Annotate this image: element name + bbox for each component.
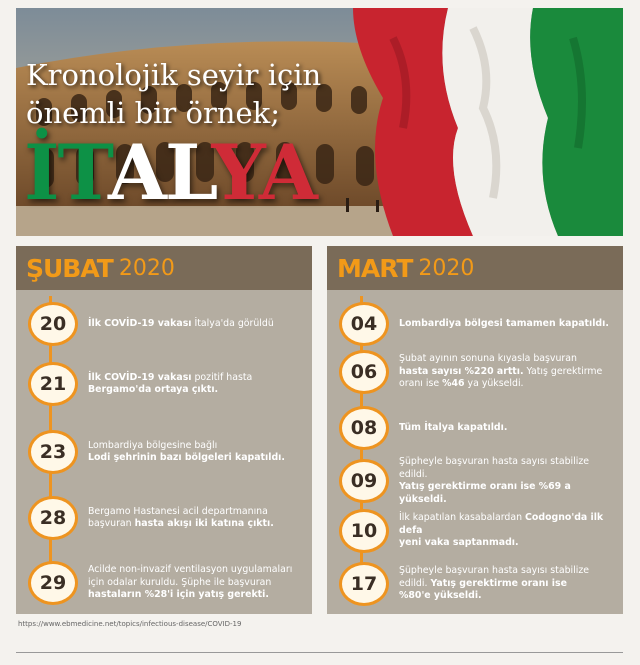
timeline-event (28, 302, 308, 346)
date-circle: 29 (28, 561, 78, 605)
timeline-event (339, 302, 619, 346)
timeline-event (339, 406, 619, 450)
mart-year: 2020 (418, 255, 475, 281)
subat-year: 2020 (118, 255, 175, 281)
date-circle: 08 (339, 406, 389, 450)
event-text: Tüm İtalya kapatıldı. (399, 421, 508, 433)
date-circle: 09 (339, 459, 389, 503)
timeline-event (339, 509, 619, 553)
event-text: İlk kapatılan kasabalardan Codogno'da ilk defa yeni vaka saptanmadı. (399, 512, 604, 549)
hero-subtitle-line-2: önemli bir örnek; (26, 96, 280, 130)
italian-flag-icon (353, 8, 623, 236)
timeline-event (28, 430, 308, 474)
source-url: https://www.ebmedicine.net/topics/infectious-disease/COVID-19 (18, 620, 242, 628)
timeline-event (28, 561, 308, 605)
timeline-event (28, 362, 308, 406)
hero-banner (16, 8, 623, 236)
event-text: İlk COVİD-19 vakası pozitif hasta Bergamo'da ortaya çıktı. (88, 371, 253, 395)
timeline-event (28, 496, 308, 540)
event-text: Lombardiya bölgesi tamamen kapatıldı. (399, 317, 609, 329)
event-text: Acilde non-invazif ventilasyon uygulamaları için odalar kuruldu. Şüphe ile başvuran hastaların %28'i için yatış gerekti. (88, 564, 293, 601)
event-text: Bergamo Hastanesi acil departmanına başvuran hasta akışı iki katına çıktı. (88, 505, 274, 529)
date-circle: 21 (28, 362, 78, 406)
date-circle: 10 (339, 509, 389, 553)
title-white-part: AL (107, 128, 212, 217)
mart-month: MART (337, 253, 413, 283)
event-text: Lombardiya bölgesine bağlı Lodi şehrinin bazı bölgeleri kapatıldı. (88, 439, 285, 463)
title-green-part: İT (24, 128, 108, 217)
title-red-part: YA (211, 128, 316, 217)
date-circle: 04 (339, 302, 389, 346)
event-text: Şüpheyle başvuran hasta sayısı stabilize edildi. Yatış gerektirme oranı ise %80'e yükseldi. (399, 565, 590, 602)
subat-header (16, 246, 312, 290)
subat-panel (16, 246, 312, 614)
hero-subtitle-line-1: Kronolojik seyir için (26, 58, 322, 92)
event-text: Şüpheyle başvuran hasta sayısı stabilize edildi. Yatış gerektirme oranı ise %69 a yükseldi. (399, 456, 590, 505)
date-circle: 23 (28, 430, 78, 474)
hero-title-italya (24, 128, 316, 217)
timeline-event (339, 562, 619, 606)
subat-month: ŞUBAT (26, 253, 113, 283)
event-text: İlk COVİD-19 vakası İtalya'da görüldü (88, 317, 274, 329)
date-circle: 28 (28, 496, 78, 540)
date-circle: 17 (339, 562, 389, 606)
divider (16, 652, 623, 653)
event-text: Şubat ayının sonuna kıyasla başvuran hasta sayısı %220 arttı. Yatış gerektirme oranı ise %46 ya yükseldi. (399, 353, 603, 390)
timeline-event (339, 350, 619, 394)
mart-panel (327, 246, 623, 614)
mart-header (327, 246, 623, 290)
timeline-event (339, 456, 619, 506)
date-circle: 06 (339, 350, 389, 394)
date-circle: 20 (28, 302, 78, 346)
